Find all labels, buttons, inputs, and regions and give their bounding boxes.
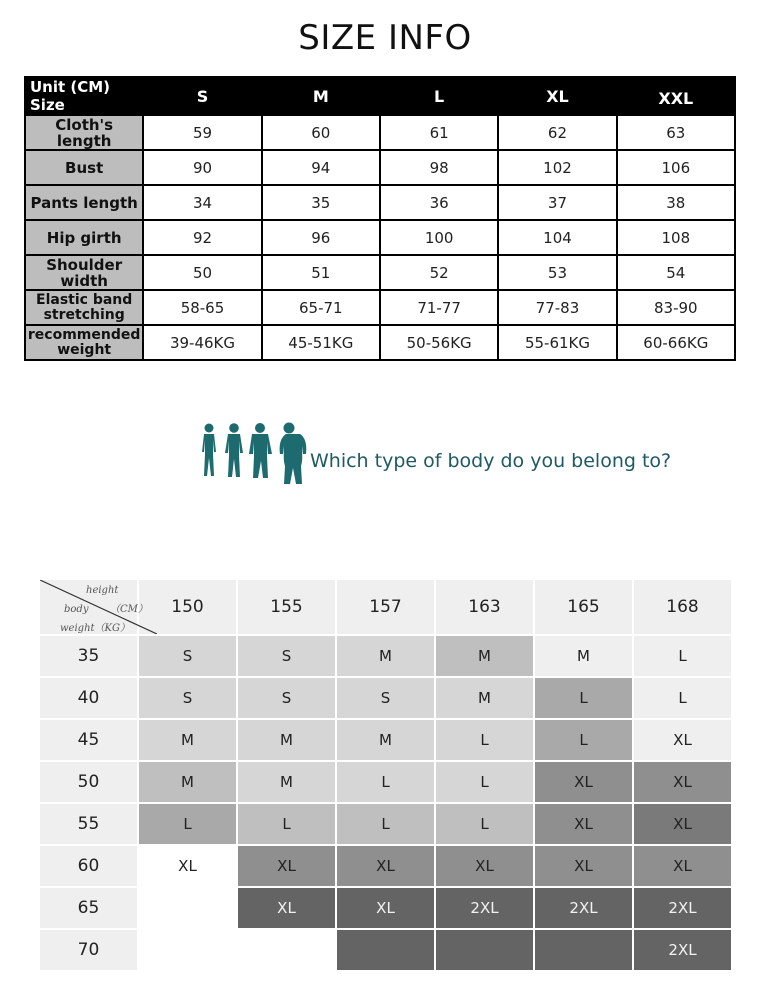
- size-header-cell: S: [143, 77, 261, 115]
- row-label: Pants length: [25, 185, 143, 220]
- size-cell: M: [435, 635, 534, 677]
- size-cell: L: [435, 719, 534, 761]
- size-cell: L: [336, 803, 435, 845]
- body-type-banner: [198, 420, 718, 490]
- height-header: 168: [633, 579, 732, 635]
- size-cell: M: [336, 635, 435, 677]
- size-header-cell: M: [262, 77, 380, 115]
- size-cell: M: [534, 635, 633, 677]
- table-row: [25, 185, 735, 220]
- size-cell: XL: [633, 845, 732, 887]
- height-header: 150: [138, 579, 237, 635]
- body-type-question: Which type of body do you belong to?: [310, 450, 672, 472]
- size-cell: L: [138, 803, 237, 845]
- height-label: height: [86, 585, 119, 596]
- size-cell: L: [336, 761, 435, 803]
- table-cell: 63: [617, 115, 735, 150]
- table-cell: 36: [380, 185, 498, 220]
- size-header-cell: XXL: [617, 77, 735, 115]
- size-cell: 2XL: [633, 887, 732, 929]
- size-cell: M: [336, 719, 435, 761]
- size-cell: L: [435, 761, 534, 803]
- grid-row: [39, 677, 732, 719]
- size-cell: M: [237, 761, 336, 803]
- table-row: [25, 150, 735, 185]
- size-cell: XL: [435, 845, 534, 887]
- size-cell: L: [534, 719, 633, 761]
- table-row: [25, 325, 735, 360]
- weight-label-cell: 65: [39, 887, 138, 929]
- table-cell: 100: [380, 220, 498, 255]
- table-cell: 51: [262, 255, 380, 290]
- table-cell: 35: [262, 185, 380, 220]
- size-cell: XL: [633, 803, 732, 845]
- size-cell: M: [138, 761, 237, 803]
- size-cell: XL: [336, 887, 435, 929]
- grid-row: [39, 761, 732, 803]
- size-cell: XL: [633, 719, 732, 761]
- table-cell: 52: [380, 255, 498, 290]
- table-cell: 83-90: [617, 290, 735, 325]
- table-cell: 60: [262, 115, 380, 150]
- table-cell: 90: [143, 150, 261, 185]
- size-cell: M: [435, 677, 534, 719]
- weight-label-cell: 40: [39, 677, 138, 719]
- table-cell: 102: [498, 150, 616, 185]
- grid-corner-cell: [39, 579, 148, 635]
- height-header: 155: [237, 579, 336, 635]
- row-label: Elastic band stretching: [25, 290, 143, 325]
- size-cell: XL: [138, 845, 237, 887]
- table-cell: 55-61KG: [498, 325, 616, 360]
- table-cell: 92: [143, 220, 261, 255]
- size-cell: [435, 929, 534, 971]
- size-cell: XL: [534, 845, 633, 887]
- size-cell: 2XL: [534, 887, 633, 929]
- table-row: [25, 255, 735, 290]
- table-row: [25, 220, 735, 255]
- size-cell: S: [138, 635, 237, 677]
- table-cell: 45-51KG: [262, 325, 380, 360]
- body-silhouettes-icon: [198, 420, 308, 490]
- weight-label-cell: 35: [39, 635, 138, 677]
- size-cell: L: [633, 677, 732, 719]
- size-cell: XL: [237, 887, 336, 929]
- size-cell: XL: [633, 761, 732, 803]
- size-cell: XL: [534, 803, 633, 845]
- size-cell: S: [237, 635, 336, 677]
- row-label: Cloth's length: [25, 115, 143, 150]
- size-cell: L: [237, 803, 336, 845]
- table-cell: 106: [617, 150, 735, 185]
- grid-row: [39, 929, 732, 971]
- table-cell: 60-66KG: [617, 325, 735, 360]
- height-header: 163: [435, 579, 534, 635]
- size-cell: 2XL: [435, 887, 534, 929]
- table-cell: 34: [143, 185, 261, 220]
- row-label: Hip girth: [25, 220, 143, 255]
- size-cell: M: [138, 719, 237, 761]
- table-cell: 39-46KG: [143, 325, 261, 360]
- size-cell: 2XL: [633, 929, 732, 971]
- height-header: 165: [534, 579, 633, 635]
- size-recommendation-grid: [38, 578, 733, 972]
- size-cell: M: [237, 719, 336, 761]
- weight-label-cell: 60: [39, 845, 138, 887]
- size-cell: [138, 929, 237, 971]
- table-cell: 108: [617, 220, 735, 255]
- unit-header-cell: Unit (CM) Size: [25, 77, 143, 115]
- size-cell: XL: [336, 845, 435, 887]
- table-cell: 104: [498, 220, 616, 255]
- table-row: [25, 115, 735, 150]
- size-cell: XL: [534, 761, 633, 803]
- table-cell: 96: [262, 220, 380, 255]
- weight-label-cell: 45: [39, 719, 138, 761]
- table-cell: 50-56KG: [380, 325, 498, 360]
- row-label: Bust: [25, 150, 143, 185]
- size-cell: [534, 929, 633, 971]
- table-cell: 50: [143, 255, 261, 290]
- table-cell: 98: [380, 150, 498, 185]
- grid-row: [39, 719, 732, 761]
- page-title: SIZE INFO: [298, 18, 472, 58]
- size-cell: S: [138, 677, 237, 719]
- table-cell: 54: [617, 255, 735, 290]
- size-table-header: [25, 77, 735, 115]
- weight-label-cell: 70: [39, 929, 138, 971]
- grid-row: [39, 635, 732, 677]
- size-cell: [336, 929, 435, 971]
- table-cell: 37: [498, 185, 616, 220]
- grid-header-row: [39, 579, 732, 635]
- grid-row: [39, 887, 732, 929]
- weight-label: weight（KG）: [60, 623, 130, 634]
- table-cell: 58-65: [143, 290, 261, 325]
- size-cell: L: [633, 635, 732, 677]
- grid-row: [39, 845, 732, 887]
- table-cell: 38: [617, 185, 735, 220]
- table-cell: 59: [143, 115, 261, 150]
- body-label: body: [64, 604, 89, 615]
- table-row: [25, 290, 735, 325]
- size-cell: [138, 887, 237, 929]
- size-cell: XL: [237, 845, 336, 887]
- table-cell: 62: [498, 115, 616, 150]
- row-label: recommended weight: [25, 325, 143, 360]
- table-cell: 53: [498, 255, 616, 290]
- size-header-cell: L: [380, 77, 498, 115]
- size-cell: S: [336, 677, 435, 719]
- table-cell: 65-71: [262, 290, 380, 325]
- grid-row: [39, 803, 732, 845]
- size-cell: S: [237, 677, 336, 719]
- row-label: Shoulder width: [25, 255, 143, 290]
- unit-label: （CM）: [110, 604, 148, 615]
- table-cell: 61: [380, 115, 498, 150]
- weight-label-cell: 50: [39, 761, 138, 803]
- height-header: 157: [336, 579, 435, 635]
- table-cell: 94: [262, 150, 380, 185]
- size-cell: L: [534, 677, 633, 719]
- size-info-table: [24, 76, 736, 361]
- size-cell: L: [435, 803, 534, 845]
- size-cell: [237, 929, 336, 971]
- table-cell: 71-77: [380, 290, 498, 325]
- size-header-cell: XL: [498, 77, 616, 115]
- weight-label-cell: 55: [39, 803, 138, 845]
- table-cell: 77-83: [498, 290, 616, 325]
